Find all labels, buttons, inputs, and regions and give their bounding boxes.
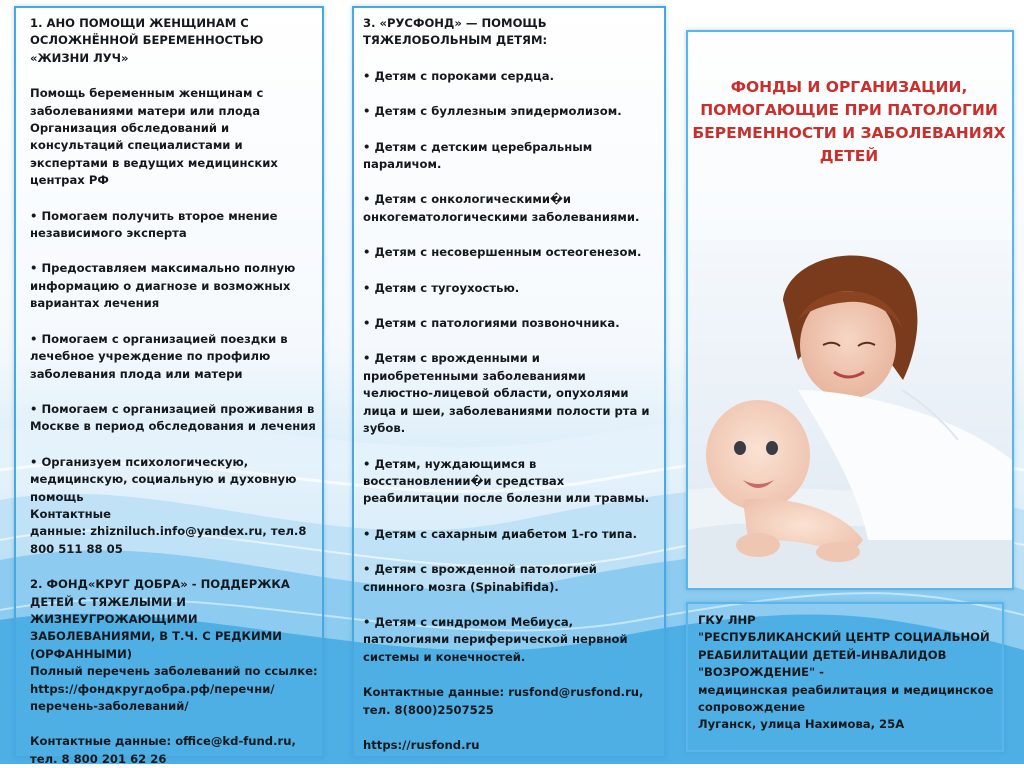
section-3-item: • Детям с буллезным эпидермолизом. — [363, 104, 622, 119]
section-3-item: • Детям, нуждающимся в восстановлении�и средствах реабилитации после болезни или травмы. — [363, 456, 650, 506]
section-3-item: • Детям с врожденной патологией спинного мозга (Spinabifida). — [363, 562, 597, 594]
panel-middle — [343, 0, 677, 764]
section-3-item: • Детям с несовершенным остеогенезом. — [363, 245, 642, 260]
section-1-intro: Помощь беременным женщинам с заболеваниями матери или плода Организация обследований и консультаций специалистами и экспертами в ведущих медицинских центрах РФ — [30, 86, 278, 188]
section-1-contacts-label: Контактные — [30, 506, 111, 521]
org-line-1: ГКУ ЛНР — [698, 613, 756, 627]
org-address: Луганск, улица Нахимова, 25А — [698, 717, 905, 732]
section-3-item: • Детям с детским церебральным параличом. — [363, 139, 593, 172]
org-line-2: "РЕСПУБЛИКАНСКИЙ ЦЕНТР СОЦИАЛЬНОЙ РЕАБИЛИТАЦИИ ДЕТЕЙ-ИНВАЛИДОВ "ВОЗРОЖДЕНИЕ" - — [698, 630, 990, 680]
panel-middle-text — [363, 15, 659, 754]
section-1-item: • Организуем психологическую, медицинскую, социальную и духовную помощь — [30, 454, 297, 504]
mother-baby-photo — [688, 240, 1012, 588]
section-3-item: • Детям с патологиями позвоночника. — [363, 316, 620, 331]
org-description: медицинская реабилитация и медицинское сопровождение — [698, 682, 994, 715]
section-3-item: • Детям с сахарным диабетом 1-го типа. — [363, 526, 638, 541]
panel-left — [0, 0, 338, 764]
panel-right — [680, 0, 1024, 764]
section-1-contacts: данные: zhizniluch.info@yandex.ru, тел.8 800 511 88 05 — [30, 524, 307, 556]
section-3-item: • Детям с тугоухостью. — [363, 280, 520, 295]
section-2-contacts: Контактные данные: office@kd-fund.ru, тел. 8 800 201 62 26 — [30, 734, 296, 766]
cover-title: ФОНДЫ И ОРГАНИЗАЦИИ, ПОМОГАЮЩИЕ ПРИ ПАТОЛОГИИ БЕРЕМЕННОСТИ И ЗАБОЛЕВАНИЯХ ДЕТЕЙ — [692, 78, 1006, 165]
section-2-list-link: Полный перечень заболеваний по ссылке: https://фондкругдобра.рф/перечни/перечень-заболеваний/ — [30, 664, 318, 713]
section-1-heading: 1. АНО ПОМОЩИ ЖЕНЩИНАМ С ОСЛОЖНЁННОЙ БЕРЕМЕННОСТЬЮ «ЖИЗНИ ЛУЧ» — [30, 16, 264, 65]
section-1-item: • Помогаем с организацией поездки в лечебное учреждение по профилю заболевания плода или матери — [30, 331, 288, 381]
section-3-item: • Детям с синдромом Мебиуса, патологиями периферической нервной системы и конечностей. — [363, 614, 628, 664]
section-1-item: • Помогаем получить второе мнение независимого эксперта — [30, 208, 278, 241]
section-3-contacts: Контактные данные: rusfond@rusfond.ru, тел. 8(800)2507525 — [363, 685, 644, 717]
section-2-heading: 2. ФОНД«КРУГ ДОБРА» - ПОДДЕРЖКА ДЕТЕЙ С ТЯЖЕЛЫМИ И ЖИЗНЕУГРОЖАЮЩИМИ ЗАБОЛЕВАНИЯМИ, В Т.Ч. С РЕДКИМИ (ОРФАННЫМИ) — [30, 577, 290, 661]
section-1-item: • Предоставляем максимально полную информацию о диагнозе и возможных вариантах лечения — [30, 261, 296, 311]
section-3-heading: 3. «РУСФОНД» — ПОМОЩЬ ТЯЖЕЛОБОЛЬНЫМ ДЕТЯМ: — [363, 16, 548, 48]
section-1-item: • Помогаем с организацией проживания в Москве в период обследования и лечения — [30, 401, 316, 434]
section-3-url: https://rusfond.ru — [363, 737, 480, 752]
section-3-item: • Детям с врожденными и приобретенными заболеваниями челюстно-лицевой области, опухолями лица и шеи, заболеваниями полости рта и зубов. — [363, 351, 650, 436]
section-3-item: • Детям с пороками сердца. — [363, 68, 555, 83]
organization-block — [698, 612, 998, 734]
panel-left-text — [30, 15, 320, 768]
section-3-item: • Детям с онкологическими�и онкогематологическими заболеваниями. — [363, 192, 640, 224]
